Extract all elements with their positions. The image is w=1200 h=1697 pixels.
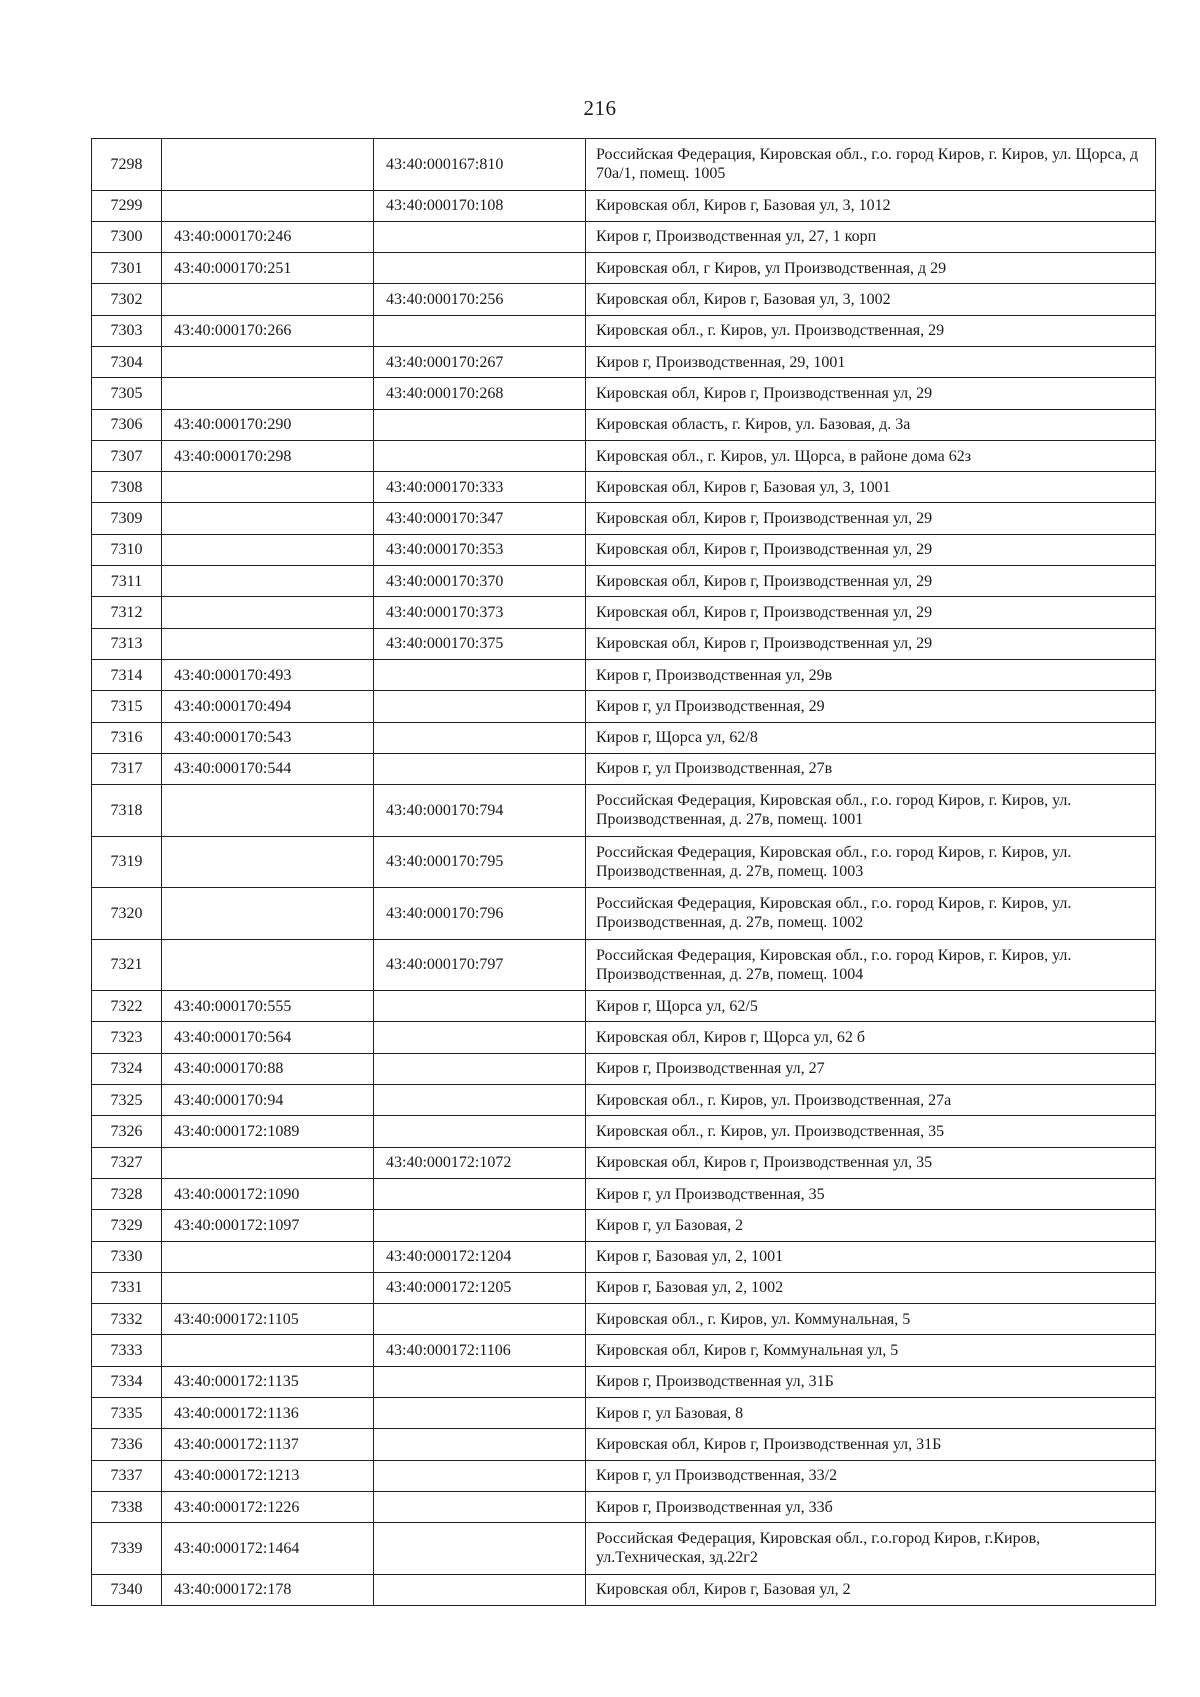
row-number-cell: 7316 <box>92 722 162 753</box>
table-row <box>92 1241 1156 1272</box>
cadastral-number-premises-cell <box>374 315 586 346</box>
cadastral-number-premises-cell: 43:40:000170:353 <box>374 534 586 565</box>
address-cell: Киров г, Щорса ул, 62/5 <box>586 991 1156 1022</box>
row-number-cell: 7310 <box>92 534 162 565</box>
cadastral-number-land-cell: 43:40:000170:543 <box>162 722 374 753</box>
table-row <box>92 346 1156 377</box>
row-number-cell: 7321 <box>92 939 162 991</box>
table-row <box>92 1022 1156 1053</box>
row-number-cell: 7314 <box>92 659 162 690</box>
table-row <box>92 472 1156 503</box>
cadastral-number-premises-cell <box>374 1304 586 1335</box>
address-cell: Киров г, Производственная ул, 27, 1 корп <box>586 221 1156 252</box>
address-cell: Кировская обл, г Киров, ул Производственная, д 29 <box>586 253 1156 284</box>
table-row <box>92 1304 1156 1335</box>
cadastral-number-premises-cell: 43:40:000172:1205 <box>374 1272 586 1303</box>
page-number: 216 <box>583 96 617 120</box>
cadastral-number-land-cell: 43:40:000170:88 <box>162 1053 374 1084</box>
row-number-cell: 7305 <box>92 378 162 409</box>
cadastral-number-land-cell <box>162 284 374 315</box>
cadastral-number-land-cell <box>162 628 374 659</box>
table-row <box>92 284 1156 315</box>
cadastral-number-premises-cell <box>374 253 586 284</box>
cadastral-number-premises-cell: 43:40:000170:796 <box>374 888 586 940</box>
address-cell: Кировская обл, Киров г, Базовая ул, 3, 1012 <box>586 190 1156 221</box>
registry-body <box>92 139 1156 1606</box>
cadastral-number-land-cell <box>162 1272 374 1303</box>
cadastral-number-land-cell <box>162 190 374 221</box>
cadastral-number-land-cell: 43:40:000172:1097 <box>162 1210 374 1241</box>
cadastral-number-land-cell: 43:40:000172:1137 <box>162 1429 374 1460</box>
row-number-cell: 7329 <box>92 1210 162 1241</box>
address-cell: Кировская обл, Киров г, Производственная ул, 29 <box>586 503 1156 534</box>
table-row <box>92 139 1156 191</box>
address-cell: Кировская обл, Киров г, Базовая ул, 2 <box>586 1574 1156 1605</box>
cadastral-number-premises-cell <box>374 1053 586 1084</box>
cadastral-number-land-cell <box>162 939 374 991</box>
table-row <box>92 253 1156 284</box>
row-number-cell: 7300 <box>92 221 162 252</box>
row-number-cell: 7311 <box>92 566 162 597</box>
row-number-cell: 7325 <box>92 1085 162 1116</box>
row-number-cell: 7334 <box>92 1366 162 1397</box>
address-cell: Кировская обл., г. Киров, ул. Коммунальная, 5 <box>586 1304 1156 1335</box>
row-number-cell: 7304 <box>92 346 162 377</box>
row-number-cell: 7323 <box>92 1022 162 1053</box>
row-number-cell: 7326 <box>92 1116 162 1147</box>
cadastral-number-premises-cell <box>374 1429 586 1460</box>
table-row <box>92 836 1156 888</box>
address-cell: Российская Федерация, Кировская обл., г.о. город Киров, г. Киров, ул. Производственная, д. 27в, помещ. 1002 <box>586 888 1156 940</box>
cadastral-number-premises-cell: 43:40:000170:268 <box>374 378 586 409</box>
cadastral-number-premises-cell <box>374 1398 586 1429</box>
cadastral-number-premises-cell <box>374 221 586 252</box>
row-number-cell: 7331 <box>92 1272 162 1303</box>
table-row <box>92 378 1156 409</box>
row-number-cell: 7298 <box>92 139 162 191</box>
address-cell: Российская Федерация, Кировская обл., г.о. город Киров, г. Киров, ул. Производственная, д. 27в, помещ. 1001 <box>586 785 1156 837</box>
address-cell: Российская Федерация, Кировская обл., г.о. город Киров, г. Киров, ул. Щорса, д 70а/1, помещ. 1005 <box>586 139 1156 191</box>
address-cell: Киров г, Базовая ул, 2, 1002 <box>586 1272 1156 1303</box>
cadastral-number-land-cell: 43:40:000170:564 <box>162 1022 374 1053</box>
table-row <box>92 991 1156 1022</box>
cadastral-number-land-cell: 43:40:000172:1135 <box>162 1366 374 1397</box>
table-row <box>92 1366 1156 1397</box>
address-cell: Кировская обл, Киров г, Производственная ул, 29 <box>586 566 1156 597</box>
table-row <box>92 1178 1156 1209</box>
cadastral-number-land-cell <box>162 534 374 565</box>
cadastral-number-land-cell: 43:40:000172:1213 <box>162 1460 374 1491</box>
address-cell: Кировская обл, Киров г, Коммунальная ул, 5 <box>586 1335 1156 1366</box>
address-cell: Киров г, ул Производственная, 29 <box>586 691 1156 722</box>
address-cell: Российская Федерация, Кировская обл., г.о. город Киров, г. Киров, ул. Производственная, д. 27в, помещ. 1004 <box>586 939 1156 991</box>
cadastral-number-land-cell: 43:40:000172:1089 <box>162 1116 374 1147</box>
row-number-cell: 7339 <box>92 1523 162 1575</box>
property-registry-table <box>91 138 1156 1606</box>
cadastral-number-land-cell: 43:40:000170:555 <box>162 991 374 1022</box>
cadastral-number-land-cell <box>162 1335 374 1366</box>
table-row <box>92 753 1156 784</box>
row-number-cell: 7340 <box>92 1574 162 1605</box>
row-number-cell: 7322 <box>92 991 162 1022</box>
cadastral-number-land-cell: 43:40:000170:246 <box>162 221 374 252</box>
row-number-cell: 7303 <box>92 315 162 346</box>
table-row <box>92 659 1156 690</box>
cadastral-number-premises-cell <box>374 1366 586 1397</box>
table-row <box>92 566 1156 597</box>
cadastral-number-land-cell: 43:40:000172:1464 <box>162 1523 374 1575</box>
cadastral-number-land-cell <box>162 139 374 191</box>
table-row <box>92 722 1156 753</box>
address-cell: Кировская обл, Киров г, Производственная ул, 29 <box>586 534 1156 565</box>
row-number-cell: 7327 <box>92 1147 162 1178</box>
cadastral-number-land-cell <box>162 888 374 940</box>
row-number-cell: 7324 <box>92 1053 162 1084</box>
table-row <box>92 1272 1156 1303</box>
cadastral-number-premises-cell: 43:40:000167:810 <box>374 139 586 191</box>
table-row <box>92 503 1156 534</box>
row-number-cell: 7309 <box>92 503 162 534</box>
cadastral-number-premises-cell: 43:40:000170:256 <box>374 284 586 315</box>
cadastral-number-premises-cell <box>374 722 586 753</box>
table-row <box>92 597 1156 628</box>
table-row <box>92 1491 1156 1522</box>
cadastral-number-land-cell <box>162 503 374 534</box>
table-row <box>92 315 1156 346</box>
table-row <box>92 409 1156 440</box>
address-cell: Кировская обл, Киров г, Производственная ул, 29 <box>586 628 1156 659</box>
address-cell: Киров г, Производственная ул, 33б <box>586 1491 1156 1522</box>
cadastral-number-land-cell: 43:40:000170:494 <box>162 691 374 722</box>
row-number-cell: 7332 <box>92 1304 162 1335</box>
cadastral-number-land-cell: 43:40:000170:290 <box>162 409 374 440</box>
row-number-cell: 7333 <box>92 1335 162 1366</box>
cadastral-number-land-cell: 43:40:000170:544 <box>162 753 374 784</box>
table-row <box>92 190 1156 221</box>
cadastral-number-premises-cell: 43:40:000170:373 <box>374 597 586 628</box>
table-row <box>92 691 1156 722</box>
table-row <box>92 785 1156 837</box>
cadastral-number-premises-cell <box>374 409 586 440</box>
table-row <box>92 939 1156 991</box>
cadastral-number-premises-cell: 43:40:000170:375 <box>374 628 586 659</box>
address-cell: Кировская обл., г. Киров, ул. Производственная, 29 <box>586 315 1156 346</box>
address-cell: Кировская обл, Киров г, Производственная ул, 31Б <box>586 1429 1156 1460</box>
address-cell: Киров г, Производственная, 29, 1001 <box>586 346 1156 377</box>
row-number-cell: 7317 <box>92 753 162 784</box>
cadastral-number-premises-cell: 43:40:000170:333 <box>374 472 586 503</box>
address-cell: Кировская обл, Киров г, Базовая ул, 3, 1002 <box>586 284 1156 315</box>
table-row <box>92 1053 1156 1084</box>
cadastral-number-premises-cell: 43:40:000172:1204 <box>374 1241 586 1272</box>
cadastral-number-premises-cell: 43:40:000172:1106 <box>374 1335 586 1366</box>
row-number-cell: 7338 <box>92 1491 162 1522</box>
cadastral-number-premises-cell <box>374 991 586 1022</box>
address-cell: Киров г, Производственная ул, 29в <box>586 659 1156 690</box>
cadastral-number-premises-cell <box>374 1178 586 1209</box>
row-number-cell: 7299 <box>92 190 162 221</box>
cadastral-number-land-cell: 43:40:000172:178 <box>162 1574 374 1605</box>
address-cell: Киров г, ул Базовая, 2 <box>586 1210 1156 1241</box>
address-cell: Киров г, ул Базовая, 8 <box>586 1398 1156 1429</box>
cadastral-number-premises-cell: 43:40:000170:794 <box>374 785 586 837</box>
table-row <box>92 440 1156 471</box>
address-cell: Кировская обл, Киров г, Производственная ул, 29 <box>586 597 1156 628</box>
row-number-cell: 7336 <box>92 1429 162 1460</box>
row-number-cell: 7330 <box>92 1241 162 1272</box>
row-number-cell: 7328 <box>92 1178 162 1209</box>
address-cell: Кировская обл., г. Киров, ул. Щорса, в районе дома 62з <box>586 440 1156 471</box>
address-cell: Кировская обл, Киров г, Производственная ул, 29 <box>586 378 1156 409</box>
cadastral-number-land-cell: 43:40:000172:1136 <box>162 1398 374 1429</box>
row-number-cell: 7306 <box>92 409 162 440</box>
cadastral-number-land-cell <box>162 1147 374 1178</box>
cadastral-number-land-cell <box>162 597 374 628</box>
cadastral-number-premises-cell: 43:40:000170:795 <box>374 836 586 888</box>
cadastral-number-land-cell <box>162 1241 374 1272</box>
row-number-cell: 7313 <box>92 628 162 659</box>
row-number-cell: 7318 <box>92 785 162 837</box>
table-row <box>92 628 1156 659</box>
row-number-cell: 7320 <box>92 888 162 940</box>
table-row <box>92 1335 1156 1366</box>
address-cell: Российская Федерация, Кировская обл., г.о.город Киров, г.Киров, ул.Техническая, зд.22г2 <box>586 1523 1156 1575</box>
cadastral-number-land-cell: 43:40:000172:1090 <box>162 1178 374 1209</box>
cadastral-number-land-cell <box>162 346 374 377</box>
address-cell: Киров г, Базовая ул, 2, 1001 <box>586 1241 1156 1272</box>
row-number-cell: 7337 <box>92 1460 162 1491</box>
cadastral-number-premises-cell: 43:40:000170:370 <box>374 566 586 597</box>
table-row <box>92 1085 1156 1116</box>
cadastral-number-premises-cell <box>374 753 586 784</box>
address-cell: Киров г, Производственная ул, 31Б <box>586 1366 1156 1397</box>
cadastral-number-premises-cell <box>374 659 586 690</box>
address-cell: Киров г, ул Производственная, 33/2 <box>586 1460 1156 1491</box>
cadastral-number-land-cell <box>162 566 374 597</box>
cadastral-number-land-cell <box>162 785 374 837</box>
cadastral-number-premises-cell <box>374 1523 586 1575</box>
row-number-cell: 7315 <box>92 691 162 722</box>
cadastral-number-land-cell: 43:40:000172:1226 <box>162 1491 374 1522</box>
cadastral-number-premises-cell <box>374 691 586 722</box>
address-cell: Киров г, ул Производственная, 27в <box>586 753 1156 784</box>
cadastral-number-premises-cell: 43:40:000170:347 <box>374 503 586 534</box>
address-cell: Российская Федерация, Кировская обл., г.о. город Киров, г. Киров, ул. Производственная, д. 27в, помещ. 1003 <box>586 836 1156 888</box>
cadastral-number-premises-cell: 43:40:000170:267 <box>374 346 586 377</box>
cadastral-number-premises-cell: 43:40:000172:1072 <box>374 1147 586 1178</box>
row-number-cell: 7301 <box>92 253 162 284</box>
address-cell: Кировская обл, Киров г, Базовая ул, 3, 1001 <box>586 472 1156 503</box>
cadastral-number-land-cell <box>162 378 374 409</box>
cadastral-number-land-cell: 43:40:000172:1105 <box>162 1304 374 1335</box>
cadastral-number-premises-cell <box>374 440 586 471</box>
row-number-cell: 7308 <box>92 472 162 503</box>
address-cell: Кировская обл., г. Киров, ул. Производственная, 35 <box>586 1116 1156 1147</box>
cadastral-number-premises-cell <box>374 1022 586 1053</box>
table-row <box>92 1460 1156 1491</box>
table-row <box>92 1574 1156 1605</box>
table-row <box>92 1210 1156 1241</box>
address-cell: Киров г, ул Производственная, 35 <box>586 1178 1156 1209</box>
cadastral-number-premises-cell: 43:40:000170:797 <box>374 939 586 991</box>
cadastral-number-land-cell: 43:40:000170:266 <box>162 315 374 346</box>
cadastral-number-land-cell <box>162 836 374 888</box>
address-cell: Кировская область, г. Киров, ул. Базовая, д. 3а <box>586 409 1156 440</box>
cadastral-number-premises-cell <box>374 1116 586 1147</box>
address-cell: Кировская обл, Киров г, Щорса ул, 62 б <box>586 1022 1156 1053</box>
table-row <box>92 888 1156 940</box>
address-cell: Киров г, Щорса ул, 62/8 <box>586 722 1156 753</box>
row-number-cell: 7335 <box>92 1398 162 1429</box>
table-row <box>92 1147 1156 1178</box>
cadastral-number-premises-cell <box>374 1085 586 1116</box>
cadastral-number-land-cell: 43:40:000170:251 <box>162 253 374 284</box>
cadastral-number-premises-cell: 43:40:000170:108 <box>374 190 586 221</box>
cadastral-number-land-cell: 43:40:000170:298 <box>162 440 374 471</box>
cadastral-number-premises-cell <box>374 1574 586 1605</box>
address-cell: Киров г, Производственная ул, 27 <box>586 1053 1156 1084</box>
table-row <box>92 1398 1156 1429</box>
table-row <box>92 534 1156 565</box>
cadastral-number-land-cell <box>162 472 374 503</box>
table-row <box>92 1429 1156 1460</box>
table-row <box>92 221 1156 252</box>
cadastral-number-land-cell: 43:40:000170:94 <box>162 1085 374 1116</box>
table-row <box>92 1523 1156 1575</box>
row-number-cell: 7319 <box>92 836 162 888</box>
row-number-cell: 7302 <box>92 284 162 315</box>
cadastral-number-land-cell: 43:40:000170:493 <box>162 659 374 690</box>
row-number-cell: 7312 <box>92 597 162 628</box>
address-cell: Кировская обл, Киров г, Производственная ул, 35 <box>586 1147 1156 1178</box>
cadastral-number-premises-cell <box>374 1210 586 1241</box>
row-number-cell: 7307 <box>92 440 162 471</box>
address-cell: Кировская обл., г. Киров, ул. Производственная, 27а <box>586 1085 1156 1116</box>
table-row <box>92 1116 1156 1147</box>
cadastral-number-premises-cell <box>374 1491 586 1522</box>
cadastral-number-premises-cell <box>374 1460 586 1491</box>
